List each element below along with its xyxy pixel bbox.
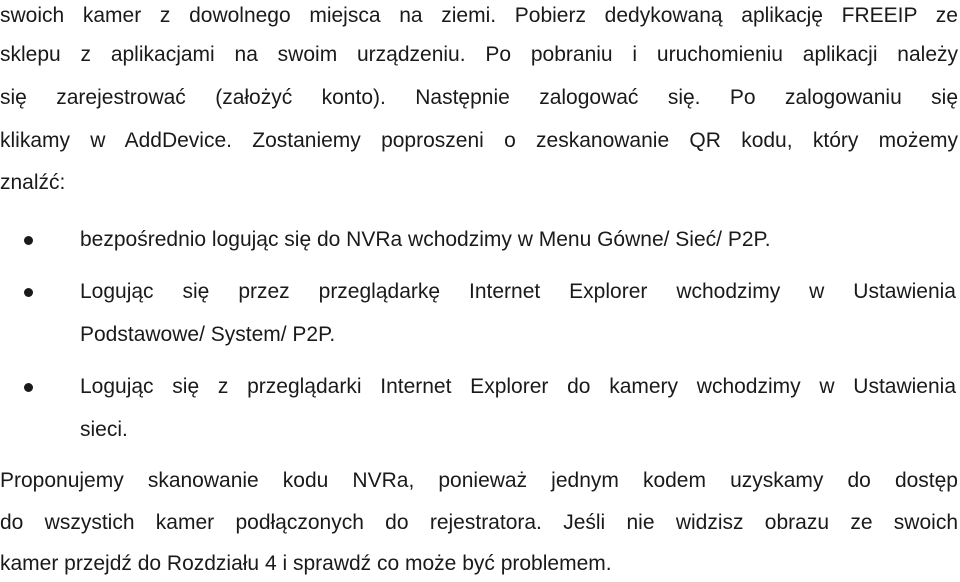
bullet-item-2-line-2: Podstawowe/ System/ P2P.	[80, 323, 336, 346]
intro-line-2: sklepu z aplikacjami na swoim urządzeniu. Po pobraniu i uruchomieniu aplikacji należy	[0, 43, 958, 66]
bullet-item-3-line-1: Logując się z przeglądarki Internet Explorer do kamery wchodzimy w Ustawienia	[80, 375, 956, 398]
bullet-item-2-line-1: Logując się przez przeglądarkę Internet Explorer wchodzimy w Ustawienia	[80, 280, 956, 303]
bullet-dot-icon	[24, 383, 33, 392]
bullet-item-3-line-2: sieci.	[80, 418, 128, 441]
bullet-dot-icon	[24, 288, 33, 297]
closing-line-2: do wszystich kamer podłączonych do rejestratora. Jeśli nie widzisz obrazu ze swoich	[0, 511, 958, 534]
closing-line-3: kamer przejdź do Rozdziału 4 i sprawdź co może być problemem.	[0, 552, 612, 575]
intro-line-5: znalźć:	[0, 171, 66, 194]
intro-line-4: klikamy w AddDevice. Zostaniemy poproszeni o zeskanowanie QR kodu, który możemy	[0, 129, 958, 152]
bullet-dot-icon	[24, 236, 33, 245]
intro-line-1: swoich kamer z dowolnego miejsca na ziemi. Pobierz dedykowaną aplikację FREEIP ze	[0, 4, 958, 27]
intro-line-3: się zarejestrować (założyć konto). Następnie zalogować się. Po zalogowaniu się	[0, 86, 958, 109]
closing-line-1: Proponujemy skanowanie kodu NVRa, ponieważ jednym kodem uzyskamy do dostęp	[0, 469, 958, 492]
bullet-item-1-line-1: bezpośrednio logując się do NVRa wchodzimy w Menu Gówne/ Sieć/ P2P.	[80, 228, 771, 251]
